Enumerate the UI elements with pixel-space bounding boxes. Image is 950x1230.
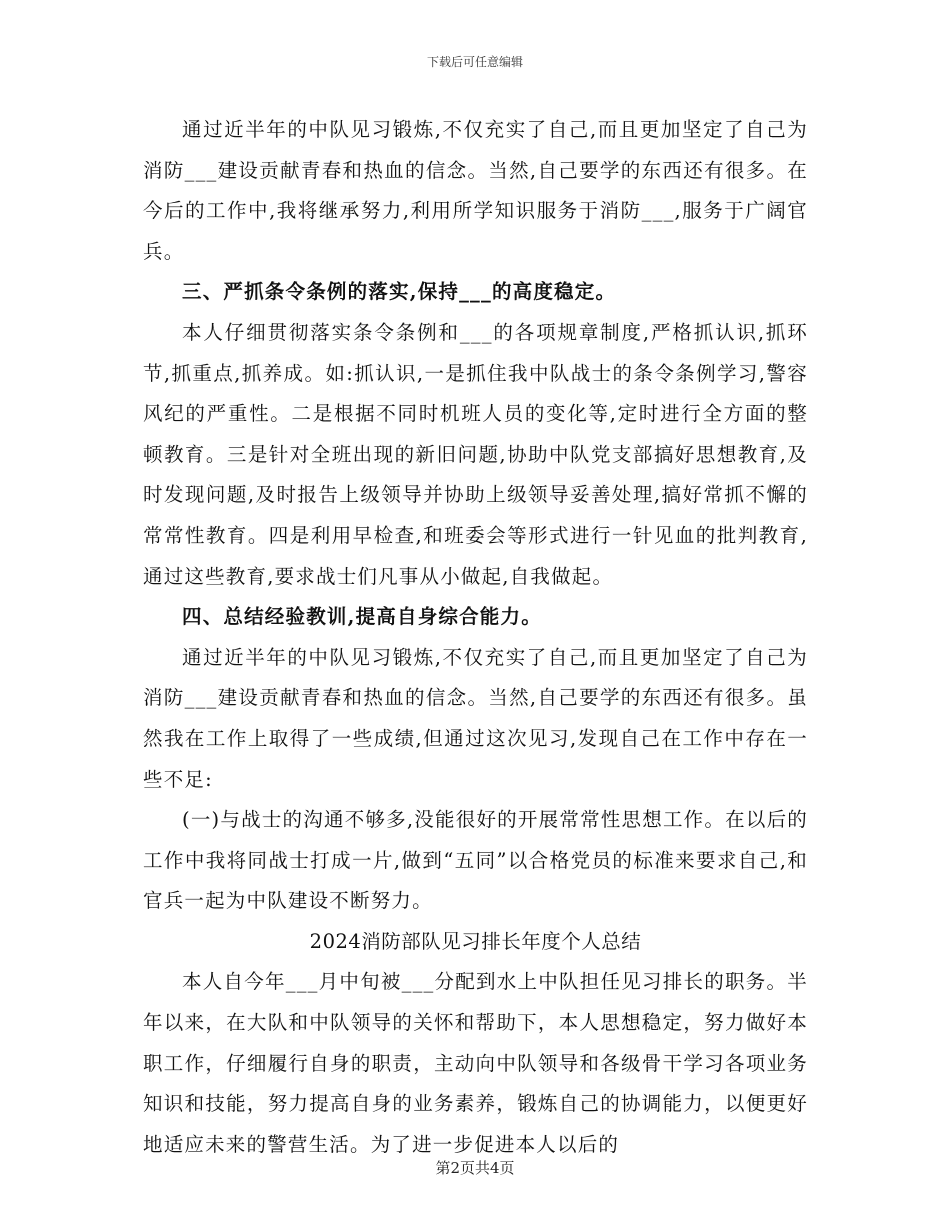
section-heading-4: 四、总结经验教训,提高自身综合能力。 [182,605,542,629]
paragraph-1: 通过近半年的中队见习锻炼,不仅充实了自己,而且更加坚定了自己为消防___建设贡献青春和热血的信念。当然,自己要学的东西还有很多。在今后的工作中,我将继承努力,利用所学知识服务于消防___,服务于广阔官兵。 [143,118,808,263]
document-body [143,110,808,1165]
paragraph-3: 通过近半年的中队见习锻炼,不仅充实了自己,而且更加坚定了自己为消防___建设贡献青春和热血的信念。当然,自己要学的东西还有很多。虽然我在工作上取得了一些成绩,但通过这次见习,发现自己在工作中存在一些不足: [143,645,808,791]
section-heading-3: 三、严抓条令条例的落实,保持___的高度稳定。 [182,280,617,304]
paragraph-2: 本人仔细贯彻落实条令条例和___的各项规章制度,严格抓认识,抓环节,抓重点,抓养成。如:抓认识,一是抓住我中队战士的条令条例学习,警容风纪的严重性。二是根据不同时机班人员的变化等,定时进行全方面的整顿教育。三是针对全班出现的新旧问题,协助中队党支部搞好思想教育,及时发现问题,及时报告上级领导并协助上级领导妥善处理,搞好常抓不懈的常常性教育。四是利用早检查,和班委会等形式进行一针见血的批判教育,通过这些教育,要求战士们凡事从小做起,自我做起。 [143,320,808,588]
page-number: 第2页共4页 [435,1159,515,1177]
paragraph-4: (一)与战士的沟通不够多,没能很好的开展常常性思想工作。在以后的工作中我将同战士打成一片,做到“五同”以合格党员的标准来要求自己,和官兵一起为中队建设不断努力。 [143,808,808,913]
document-title: 2024消防部队见习排长年度个人总结 [309,929,642,953]
page-header-note: 下载后可任意编辑 [426,55,523,69]
paragraph-5: 本人自今年___月中旬被___分配到水上中队担任见习排长的职务。半年以来，在大队和中队领导的关怀和帮助下，本人思想稳定，努力做好本职工作，仔细履行自身的职责，主动向中队领导和各级骨干学习各项业务知识和技能，努力提高自身的业务素养，锻炼自己的协调能力，以便更好地适应未来的警营生活。为了进一步促进本人以后的 [143,970,808,1156]
